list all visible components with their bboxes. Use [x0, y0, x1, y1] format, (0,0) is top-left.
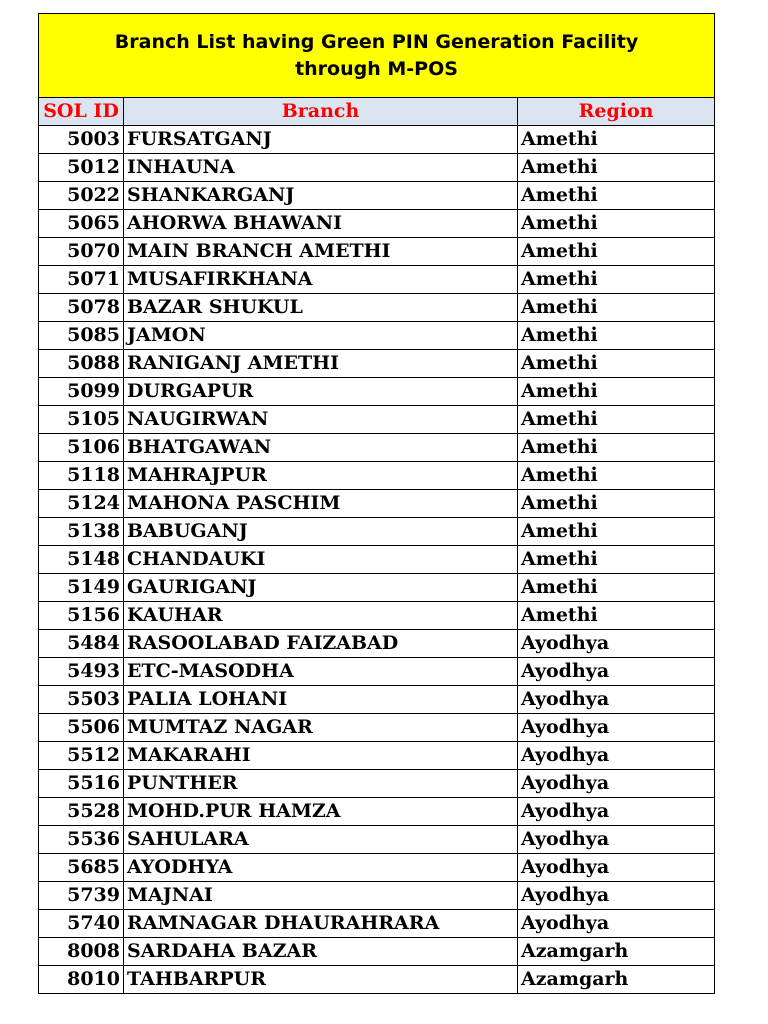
column-header-branch: Branch — [124, 98, 518, 126]
table-row — [39, 630, 715, 658]
branch-cell: MUSAFIRKHANA — [124, 266, 518, 294]
region-cell: Ayodhya — [518, 714, 715, 742]
sol-id-cell: 5156 — [39, 602, 124, 630]
branch-cell: MUMTAZ NAGAR — [124, 714, 518, 742]
region-cell: Ayodhya — [518, 658, 715, 686]
region-cell: Amethi — [518, 210, 715, 238]
branch-cell: MAHRAJPUR — [124, 462, 518, 490]
branch-cell: SHANKARGANJ — [124, 182, 518, 210]
region-cell: Azamgarh — [518, 966, 715, 994]
table-row — [39, 742, 715, 770]
branch-cell: BAZAR SHUKUL — [124, 294, 518, 322]
sol-id-cell: 5739 — [39, 882, 124, 910]
table-row — [39, 518, 715, 546]
branch-cell: MAJNAI — [124, 882, 518, 910]
sol-id-cell: 5149 — [39, 574, 124, 602]
table-row — [39, 686, 715, 714]
branch-cell: RANIGANJ AMETHI — [124, 350, 518, 378]
table-row — [39, 294, 715, 322]
region-cell: Amethi — [518, 546, 715, 574]
title-line-1: Branch List having Green PIN Generation Facility — [114, 30, 639, 53]
branch-cell: MAKARAHI — [124, 742, 518, 770]
region-cell: Amethi — [518, 266, 715, 294]
branch-cell: KAUHAR — [124, 602, 518, 630]
region-cell: Amethi — [518, 462, 715, 490]
table-row — [39, 826, 715, 854]
region-cell: Amethi — [518, 490, 715, 518]
table-row — [39, 266, 715, 294]
sol-id-cell: 5022 — [39, 182, 124, 210]
branch-cell: RASOOLABAD FAIZABAD — [124, 630, 518, 658]
region-cell: Amethi — [518, 126, 715, 154]
column-header-region: Region — [518, 98, 715, 126]
sol-id-cell: 5105 — [39, 406, 124, 434]
branch-cell: RAMNAGAR DHAURAHRARA — [124, 910, 518, 938]
sol-id-cell: 8008 — [39, 938, 124, 966]
region-cell: Amethi — [518, 294, 715, 322]
branch-cell: INHAUNA — [124, 154, 518, 182]
table-row — [39, 378, 715, 406]
table-row — [39, 658, 715, 686]
sol-id-cell: 5484 — [39, 630, 124, 658]
region-cell: Amethi — [518, 322, 715, 350]
region-cell: Ayodhya — [518, 798, 715, 826]
region-cell: Amethi — [518, 434, 715, 462]
sol-id-cell: 8010 — [39, 966, 124, 994]
table-row — [39, 154, 715, 182]
region-cell: Ayodhya — [518, 630, 715, 658]
region-cell: Ayodhya — [518, 826, 715, 854]
table-body — [39, 126, 715, 994]
sol-id-cell: 5003 — [39, 126, 124, 154]
table-row — [39, 910, 715, 938]
branch-cell: MAIN BRANCH AMETHI — [124, 238, 518, 266]
branch-cell: MAHONA PASCHIM — [124, 490, 518, 518]
table-row — [39, 798, 715, 826]
region-cell: Ayodhya — [518, 770, 715, 798]
branch-cell: TAHBARPUR — [124, 966, 518, 994]
region-cell: Ayodhya — [518, 882, 715, 910]
branch-cell: GAURIGANJ — [124, 574, 518, 602]
sol-id-cell: 5516 — [39, 770, 124, 798]
branch-cell: FURSATGANJ — [124, 126, 518, 154]
region-cell: Ayodhya — [518, 686, 715, 714]
sol-id-cell: 5685 — [39, 854, 124, 882]
region-cell: Amethi — [518, 574, 715, 602]
table-row — [39, 126, 715, 154]
region-cell: Azamgarh — [518, 938, 715, 966]
table-row — [39, 350, 715, 378]
table-row — [39, 182, 715, 210]
branch-cell: SARDAHA BAZAR — [124, 938, 518, 966]
region-cell: Ayodhya — [518, 742, 715, 770]
table-row — [39, 462, 715, 490]
table-title — [39, 14, 715, 98]
region-cell: Amethi — [518, 378, 715, 406]
table-row — [39, 882, 715, 910]
sol-id-cell: 5071 — [39, 266, 124, 294]
sol-id-cell: 5493 — [39, 658, 124, 686]
table-row — [39, 490, 715, 518]
table-row — [39, 938, 715, 966]
branch-cell: SAHULARA — [124, 826, 518, 854]
table-row — [39, 434, 715, 462]
table-row — [39, 546, 715, 574]
sol-id-cell: 5148 — [39, 546, 124, 574]
sol-id-cell: 5099 — [39, 378, 124, 406]
region-cell: Amethi — [518, 406, 715, 434]
sol-id-cell: 5118 — [39, 462, 124, 490]
branch-list-table — [38, 13, 715, 994]
region-cell: Ayodhya — [518, 910, 715, 938]
sol-id-cell: 5536 — [39, 826, 124, 854]
header-row — [39, 98, 715, 126]
table-row — [39, 238, 715, 266]
region-cell: Amethi — [518, 238, 715, 266]
sol-id-cell: 5070 — [39, 238, 124, 266]
sol-id-cell: 5740 — [39, 910, 124, 938]
sol-id-cell: 5506 — [39, 714, 124, 742]
sol-id-cell: 5085 — [39, 322, 124, 350]
branch-cell: DURGAPUR — [124, 378, 518, 406]
region-cell: Ayodhya — [518, 854, 715, 882]
table-row — [39, 714, 715, 742]
sol-id-cell: 5106 — [39, 434, 124, 462]
branch-cell: MOHD.PUR HAMZA — [124, 798, 518, 826]
table-row — [39, 854, 715, 882]
branch-cell: AYODHYA — [124, 854, 518, 882]
table-row — [39, 770, 715, 798]
sol-id-cell: 5512 — [39, 742, 124, 770]
column-header-sol-id: SOL ID — [39, 98, 124, 126]
branch-cell: ETC-MASODHA — [124, 658, 518, 686]
table-row — [39, 574, 715, 602]
region-cell: Amethi — [518, 350, 715, 378]
sol-id-cell: 5138 — [39, 518, 124, 546]
branch-cell: PUNTHER — [124, 770, 518, 798]
title-line-2: through M-POS — [295, 57, 458, 80]
sol-id-cell: 5528 — [39, 798, 124, 826]
sol-id-cell: 5078 — [39, 294, 124, 322]
table-row — [39, 322, 715, 350]
branch-cell: BABUGANJ — [124, 518, 518, 546]
sol-id-cell: 5012 — [39, 154, 124, 182]
region-cell: Amethi — [518, 602, 715, 630]
table-row — [39, 406, 715, 434]
branch-cell: JAMON — [124, 322, 518, 350]
table-row — [39, 966, 715, 994]
region-cell: Amethi — [518, 154, 715, 182]
branch-cell: NAUGIRWAN — [124, 406, 518, 434]
sol-id-cell: 5124 — [39, 490, 124, 518]
branch-cell: CHANDAUKI — [124, 546, 518, 574]
branch-cell: BHATGAWAN — [124, 434, 518, 462]
branch-cell: PALIA LOHANI — [124, 686, 518, 714]
region-cell: Amethi — [518, 182, 715, 210]
table-row — [39, 602, 715, 630]
sol-id-cell: 5065 — [39, 210, 124, 238]
table-row — [39, 210, 715, 238]
sol-id-cell: 5503 — [39, 686, 124, 714]
sol-id-cell: 5088 — [39, 350, 124, 378]
region-cell: Amethi — [518, 518, 715, 546]
branch-cell: AHORWA BHAWANI — [124, 210, 518, 238]
